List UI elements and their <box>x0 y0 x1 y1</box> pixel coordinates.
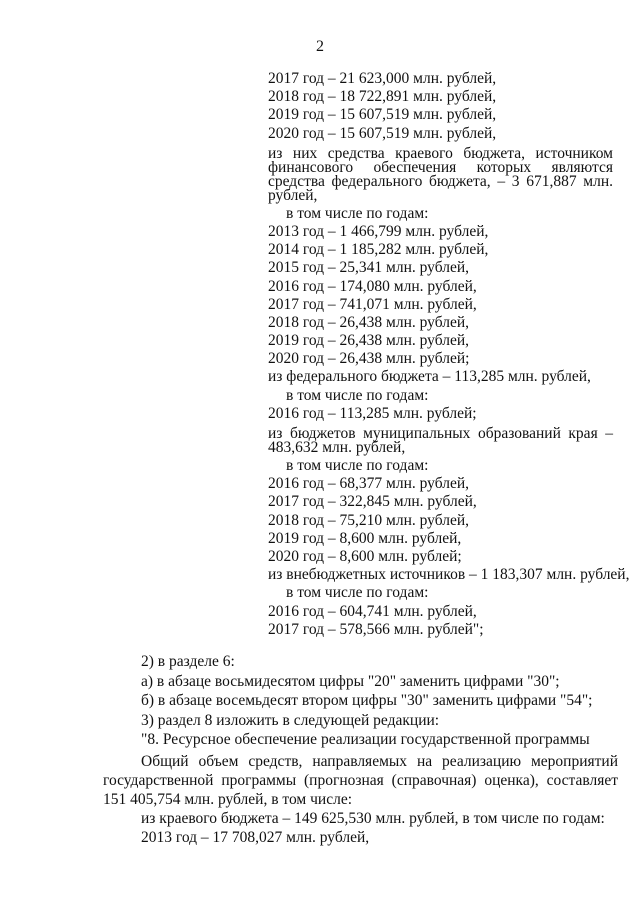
year-line: 2016 год – 68,377 млн. рублей, <box>268 475 470 493</box>
year-line: 2016 год – 174,080 млн. рублей, <box>268 277 477 295</box>
year-line: 2017 год – 21 623,000 млн. рублей, <box>268 70 497 87</box>
year-line: 2019 год – 26,438 млн. рублей, <box>268 332 470 350</box>
by-years-label: в том числе по годам: <box>286 584 429 602</box>
amendments-section <box>103 652 618 848</box>
year-line: 2018 год – 26,438 млн. рублей, <box>268 313 470 331</box>
year-line: 2018 год – 18 722,891 млн. рублей, <box>268 88 497 106</box>
off-budget-line: из внебюджетных источников – 1 183,307 млн. рублей, <box>268 566 630 584</box>
year-line: 2016 год – 113,285 млн. рублей; <box>268 404 477 422</box>
amendment-item: б) в абзаце восемьдесят втором цифры "30" заменить цифрами "54"; <box>141 692 593 709</box>
year-line: 2019 год – 8,600 млн. рублей, <box>268 529 462 547</box>
by-years-label: в том числе по годам: <box>286 204 429 222</box>
year-line: 2020 год – 26,438 млн. рублей; <box>268 350 470 368</box>
by-years-label: в том числе по годам: <box>286 457 429 474</box>
regional-budget-line: из краевого бюджета – 149 625,530 млн. рублей, в том числе по годам: <box>141 809 605 827</box>
year-line: 2015 год – 25,341 млн. рублей, <box>268 259 470 277</box>
year-line: 2016 год – 604,741 млн. рублей, <box>268 602 477 620</box>
amendment-item: 2) в разделе 6: <box>141 653 235 670</box>
year-line: 2020 год – 8,600 млн. рублей; <box>268 547 462 565</box>
funding-list-column <box>268 70 630 639</box>
year-line: 2017 год – 578,566 млн. рублей"; <box>268 620 484 638</box>
page-number: 2 <box>316 38 324 55</box>
section-heading: "8. Ресурсное обеспечение реализации государственной программы <box>141 731 590 748</box>
year-line: 2018 год – 75,210 млн. рублей, <box>268 511 470 529</box>
year-line: 2014 год – 1 185,282 млн. рублей, <box>268 241 489 259</box>
year-line: 2020 год – 15 607,519 млн. рублей, <box>268 124 497 142</box>
municipal-budget-paragraph: из бюджетов муниципальных образований края – 483,632 млн. рублей, <box>268 425 613 456</box>
year-line: 2013 год – 1 466,799 млн. рублей, <box>268 222 489 240</box>
amendment-item: 3) раздел 8 изложить в следующей редакции: <box>141 711 440 729</box>
year-line: 2013 год – 17 708,027 млн. рублей, <box>141 829 370 846</box>
year-line: 2017 год – 322,845 млн. рублей, <box>268 493 477 511</box>
by-years-label: в том числе по годам: <box>286 386 429 404</box>
year-line: 2019 год – 15 607,519 млн. рублей, <box>268 106 497 124</box>
amendment-item: а) в абзаце восьмидесятом цифры "20" заменить цифрами "30"; <box>141 672 560 690</box>
year-line: 2017 год – 741,071 млн. рублей, <box>268 295 477 313</box>
federal-budget-line: из федерального бюджета – 113,285 млн. рублей, <box>268 368 591 386</box>
regional-budget-paragraph: из них средства краевого бюджета, источником финансового обеспечения которых являются средства федерального бюджета, – 3 671,887 млн. рублей, <box>268 144 613 204</box>
total-funding-paragraph: Общий объем средств, направляемых на реализацию мероприятий государственной программы (прогнозная (справочная) оценка), составляет 151 405,754 млн. рублей, в том числе: <box>103 752 618 808</box>
